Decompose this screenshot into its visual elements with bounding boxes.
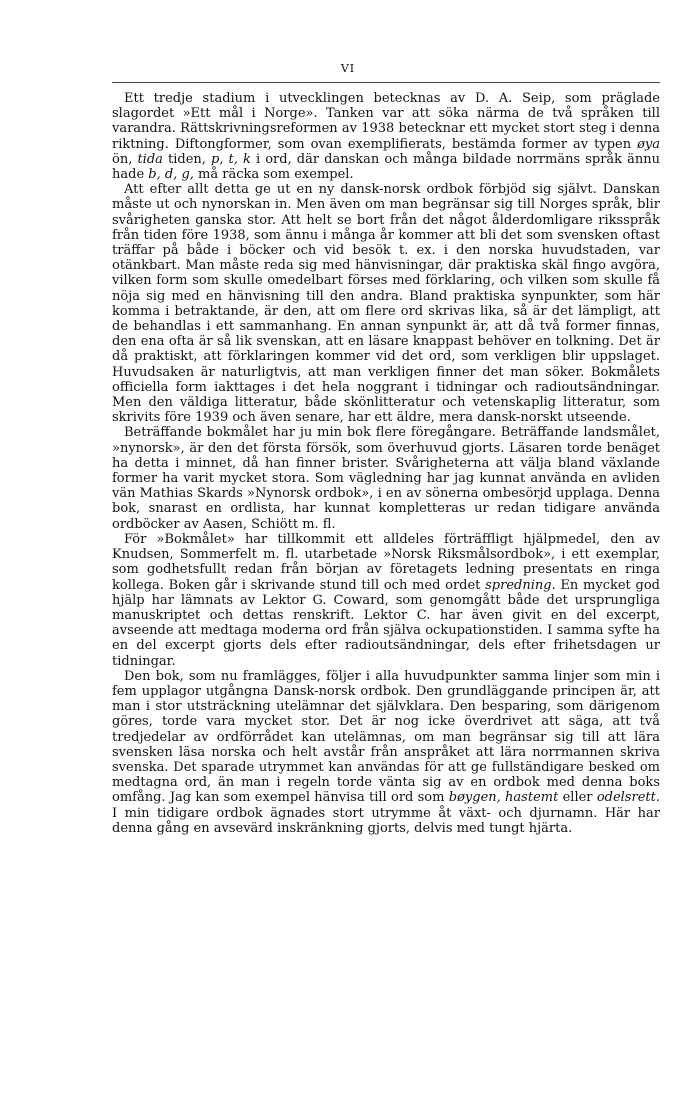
header-rule bbox=[112, 82, 660, 83]
paragraph bbox=[112, 532, 660, 669]
text-run: Ett tredje stadium i utvecklingen betecknas av D. A. Seip, som präglade slagordet »Ett mål i Norge». Tanken var att söka närma de två språken till varandra. Rättskrivningsreformen av 1938 betecknar ett mycket stort steg i denna riktning. Diftongformer, som ovan exemplifierats, bestämda former av typen bbox=[112, 91, 660, 152]
italic-word: bøygen, hastemt bbox=[448, 790, 559, 806]
body-text bbox=[112, 91, 660, 836]
italic-word: tida bbox=[137, 151, 163, 167]
text-run: I min tidigare ordbok ägnades stort utrymme åt växt- och djurnamn. Här har denna gång en avsevärd inskränkning gjorts, delvis med tungt hjärta. bbox=[112, 805, 660, 836]
italic-word: odelsrett. bbox=[596, 790, 660, 806]
paragraph bbox=[112, 182, 660, 425]
text-run: Beträffande bokmålet har ju min bok flere föregångare. Beträffande landsmålet, »nynorsk», är den det första försök, som överhuvud gjorts. Läsaren torde benäget ha detta i minnet, då han finner brister. Svårigheterna att välja bland växlande former ha varit mycket stora. Som vägledning har jag kunnat använda en avliden vän Mathias Skards »Nynorsk ordbok», i en av sönerna ombesörjd upplaga. Denna bok, snarast en ordlista, har kunnat kompletteras ur redan tidigare använda ordböcker av Aasen, Schiött m. fl. bbox=[112, 425, 660, 532]
paragraph bbox=[112, 669, 660, 836]
text-run: Att efter allt detta ge ut en ny dansk-norsk ordbok förbjöd sig självt. Danskan måste ut och nynorskan in. Men även om man begränsar sig till Norges språk, blir svårigheten ganska stor. Att helt se bort från det något ålderdomligare riksspråk från tiden före 1938, som ännu i många år kommer att bli det som svensken oftast träffar på både i böcker och vid besök t. ex. i den norska huvudstaden, var otänkbart. Man måste reda sig med hänvisningar, där praktiska skäl fingo avgöra, vilken form som skulle omedelbart förses med förklaring, och vilken som skulle få nöja sig med en hänvisning till den andra. Bland praktiska synpunkter, som här komma i betraktande, är den, att om flere ord skrivas lika, så är det lämpligt, att de behandlas i ett sammanhang. En annan synpunkt är, att då två former finnas, den ena ofta är så lik svenskan, att en läsare knappast behöver en tolkning. Det är då praktiskt, att förklaringen kommer vid det ord, som verkligen blir uppslaget. Huvudsaken är naturligtvis, att man verkligen finner det man söker. Bokmålets officiella form iakttages i det hela noggrant i tidningar och radioutsändningar. Men den väldiga litteratur, både skönlitteratur och vetenskaplig litteratur, som skrivits före 1939 och även senare, har ett äldre, mera dansk-norskt utseende. bbox=[112, 182, 660, 426]
text-run: Den bok, som nu framlägges, följer i alla huvudpunkter samma linjer som min i fem upplagor utgångna Dansk-norsk ordbok. Den grundläggande principen är, att man i stor utsträckning utelämnar det självklara. Den besparing, som därigenom göres, torde vara mycket stor. Det är nog icke överdrivet att säga, att två tredjedelar av ordförrådet kan utelämnas, om man begränsar sig till att lära svensken läsa norska och helt avstår från anspråket att lära norrmannen skriva svenska. Det sparade utrymmet kan användas för att ge fullständigare besked om medtagna ord, än man i regeln torde vänta sig av en ordbok med denna boks omfång. Jag kan som exempel hänvisa till ord som bbox=[112, 668, 660, 806]
italic-word: b, d, g, bbox=[148, 167, 194, 183]
text-run: tiden, bbox=[162, 151, 211, 167]
italic-word: p, t, k bbox=[211, 151, 251, 167]
text-run: För »Bokmålet» har tillkommit ett alldeles förträffligt hjälpmedel, den av Knudsen, Sommerfelt m. fl. utarbetade »Norsk Riksmålsordbok», i ett exemplar, som godhetsfullt redan från början av företagets ledning presentats en ringa kollega. Boken går i skrivande stund till och med ordet bbox=[112, 531, 660, 593]
italic-word: øya bbox=[637, 136, 660, 152]
text-run: eller bbox=[558, 790, 597, 806]
italic-word: spredning. bbox=[485, 577, 556, 593]
paragraph bbox=[112, 91, 660, 182]
text-run: ön, bbox=[112, 151, 138, 167]
paragraph bbox=[112, 425, 660, 531]
text-run: i ord, där danskan och många bildade norrmäns språk ännu hade bbox=[112, 151, 661, 183]
text-run: En mycket god hjälp har lämnats av Lektor G. Coward, som genomgått både det ursprungliga manuskriptet och dettas renskrift. Lektor C. har även givit en del excerpt, avseende att medtaga moderna ord från själva ockupationstiden. I samma syfte ha en del excerpt gjorts dels efter radioutsändningar, dels efter frihetsdagen ur tidningar. bbox=[112, 577, 660, 669]
text-run: må räcka som exempel. bbox=[193, 167, 354, 183]
page-number: VI bbox=[340, 62, 356, 75]
